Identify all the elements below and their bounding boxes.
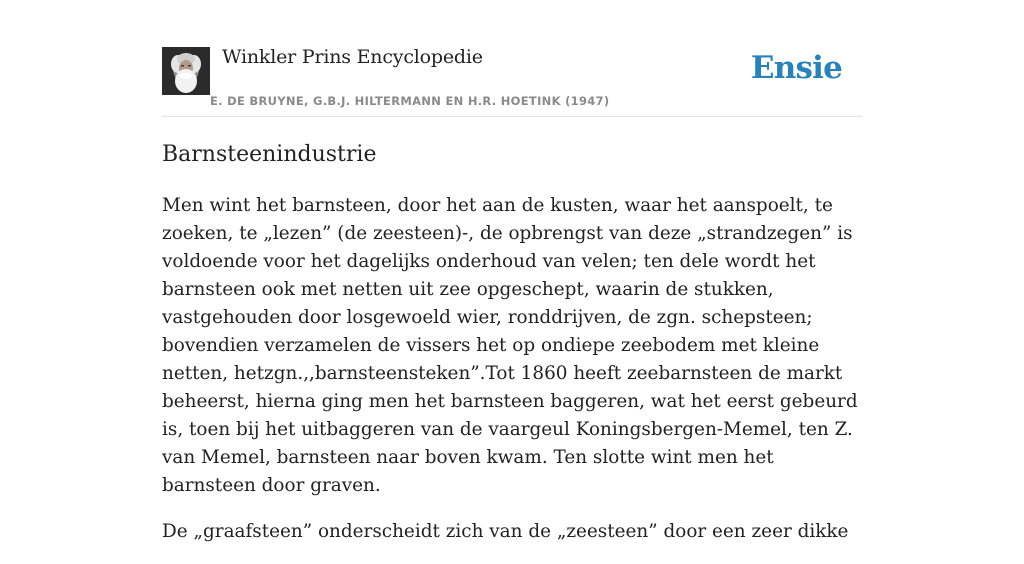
article-paragraph: Men wint het barnsteen, door het aan de kusten, waar het aanspoelt, te zoeken, te „lezen” (de zeesteen)-, de opbrengst van deze „strandzegen” is voldoende voor het dagelijks onderhoud van velen; ten dele wordt het barnsteen ook met netten uit zee opgeschept, waarin de stukken, vastgehouden door losgewoeld wier, ronddrijven, de zgn. schepsteen; bovendien verzamelen de vissers het op ondiepe zeebodem met kleine netten, hetzgn.,,barnsteensteken”.Tot 1860 heeft zeebarnsteen de markt beheerst, hierna ging men het barnsteen baggeren, wat het eerst gebeurd is, toen bij het uitbaggeren van de vaargeul Koningsbergen-Memel, ten Z. van Memel, barnsteen naar boven kwam. Ten slotte wint men het barnsteen door graven. [162, 195, 858, 496]
author-line: E. DE BRUYNE, G.B.J. HILTERMANN EN H.R. HOETINK (1947) [210, 94, 610, 108]
site-header [162, 0, 862, 117]
article-body [162, 192, 862, 564]
article-paragraph: De „graafsteen” onderscheidt zich van de „zeesteen” door een zeer dikke [162, 521, 849, 542]
portrait-avatar-icon [162, 47, 210, 95]
article-title: Barnsteenindustrie [162, 142, 377, 167]
page-container [162, 0, 862, 542]
avatar [162, 47, 210, 95]
site-title: Winkler Prins Encyclopedie [222, 46, 483, 68]
brand-logo-link[interactable]: Ensie [750, 50, 842, 86]
